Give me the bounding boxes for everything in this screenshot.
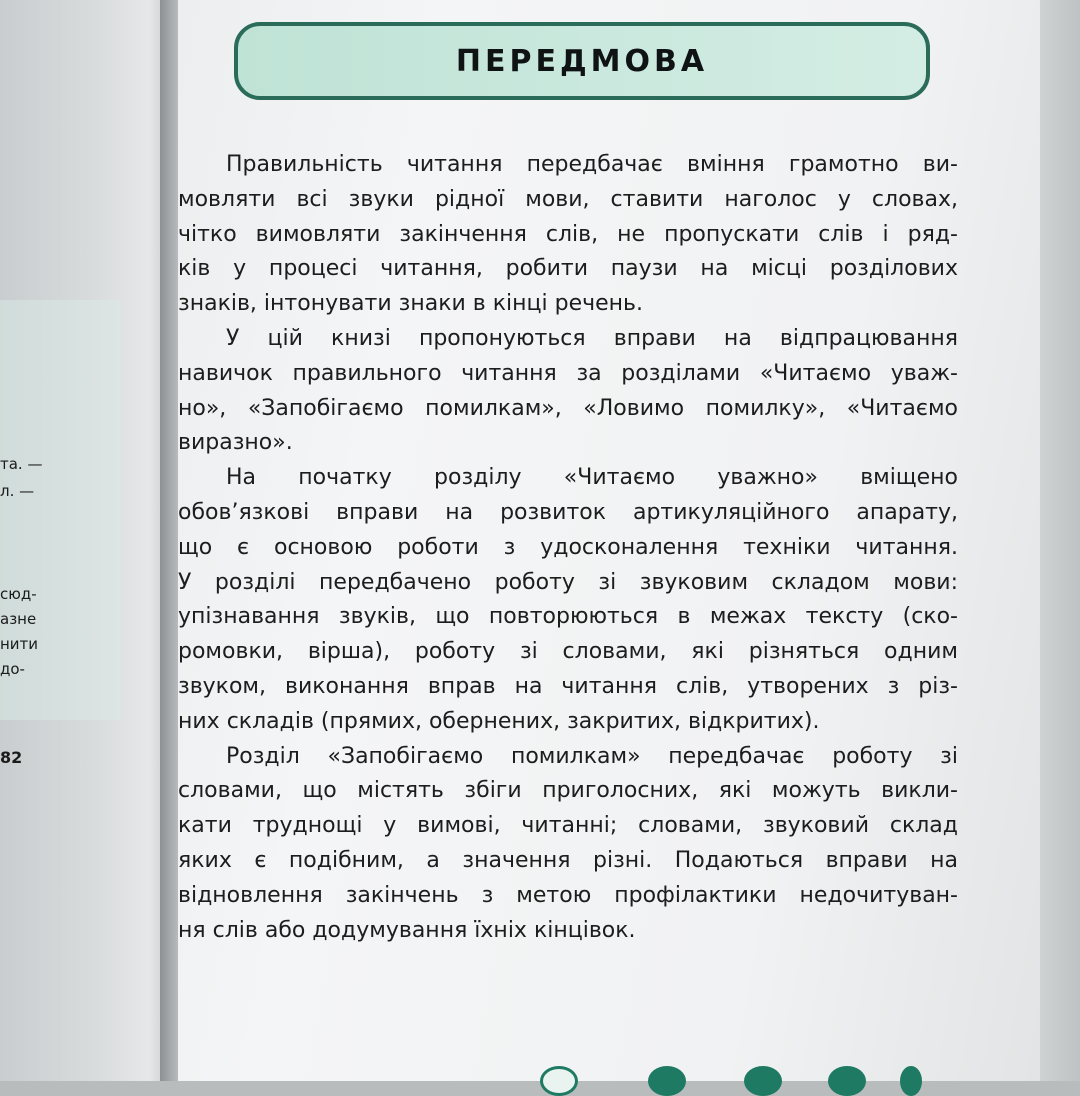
dot-icon [900, 1066, 922, 1096]
left-page-fragment: сюд- [0, 585, 37, 603]
dot-icon [744, 1066, 782, 1096]
left-page-colored-column [0, 300, 120, 720]
left-page-fragment: та. — [0, 455, 43, 473]
text-line: У цій книзі пропонуються вправи на відпрацювання [226, 325, 958, 351]
text-line: чітко вимовляти закінчення слів, не пропускати слів і ряд- [178, 221, 958, 247]
text-line: словами, що містять збіги приголосних, які можуть викли- [178, 778, 958, 804]
text-line: знаків, інтонувати знаки в кінці речень. [178, 291, 643, 317]
text-line: виразно». [178, 430, 293, 456]
left-page-fragment: л. — [0, 482, 35, 500]
page-edge [1040, 0, 1080, 1081]
text-line: Розділ «Запобігаємо помилкам» передбачає роботу зі [226, 743, 958, 769]
text-line: відновлення закінчень з метою профілактики недочитуван- [178, 882, 958, 908]
text-line: обов’язкові вправи на розвиток артикуляційного апарату, [178, 499, 958, 525]
title-banner [234, 22, 930, 100]
left-page [0, 0, 175, 1081]
text-line: У розділі передбачено роботу зі звуковим складом мови: [178, 569, 958, 595]
text-line: ня слів або додумування їхніх кінцівок. [178, 917, 636, 943]
decorative-dots [530, 1066, 950, 1081]
page-title: ПЕРЕДМОВА [455, 43, 709, 79]
text-line: упізнавання звуків, що повторюються в межах тексту (ско- [178, 604, 958, 630]
text-line: що є основою роботи з удосконалення техніки читання. [178, 534, 958, 560]
text-line: Правильність читання передбачає вміння грамотно ви- [226, 152, 958, 177]
left-page-fragment: нити [0, 635, 39, 653]
left-page-fragment: до- [0, 660, 25, 678]
text-line: звуком, виконання вправ на читання слів, утворених з різ- [178, 673, 958, 699]
text-line: мовляти всі звуки рідної мови, ставити наголос у словах, [178, 186, 958, 212]
text-line: кати труднощі у вимові, читанні; словами, звуковий склад [178, 813, 958, 839]
dot-icon [648, 1066, 686, 1096]
text-line: них складів (прямих, обернених, закритих, відкритих). [178, 708, 820, 734]
text-line: ромовки, вірша), роботу зі словами, які різняться одним [178, 639, 958, 665]
text-line: На початку розділу «Читаємо уважно» вміщено [226, 465, 958, 491]
text-line: ків у процесі читання, робити паузи на місці розділових [178, 256, 958, 282]
text-line: навичок правильного читання за розділами «Читаємо уваж- [178, 360, 958, 386]
dot-icon [540, 1066, 578, 1096]
preface-body [178, 148, 958, 948]
left-page-number: 82 [0, 748, 23, 767]
left-page-fragment: азне [0, 610, 37, 628]
text-line: но», «Запобігаємо помилкам», «Ловимо помилку», «Читаємо [178, 395, 958, 421]
dot-icon [828, 1066, 866, 1096]
text-line: яких є подібним, а значення різні. Подаються вправи на [178, 847, 958, 873]
